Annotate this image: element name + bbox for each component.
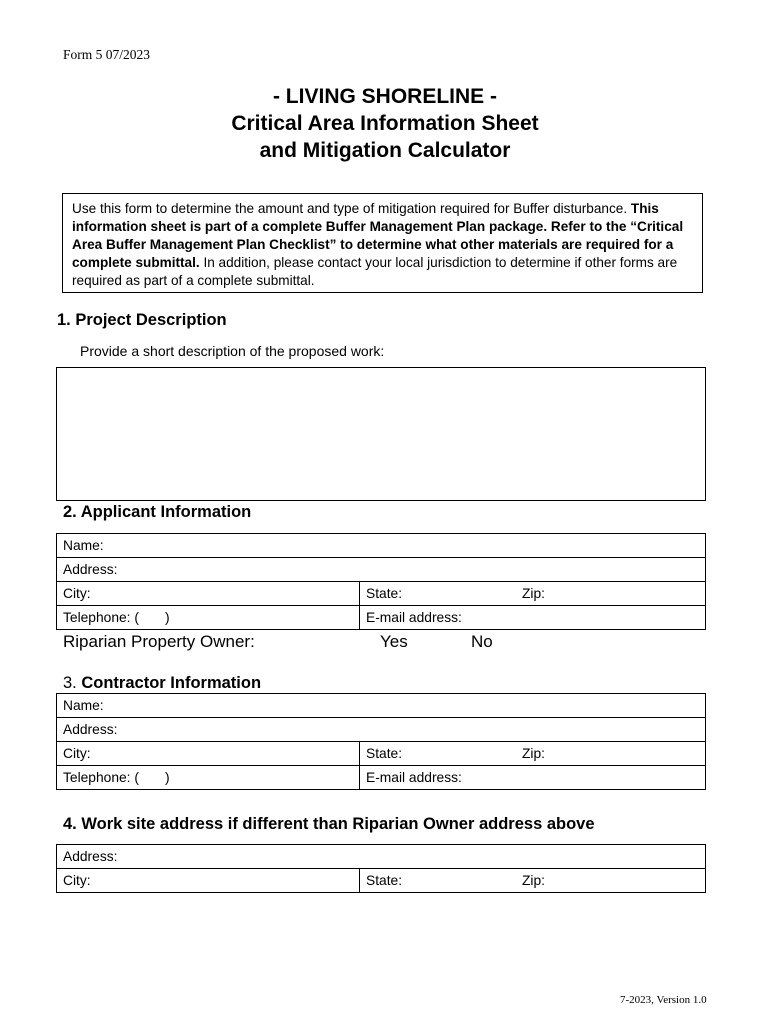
contractor-zip-label: Zip: — [522, 746, 545, 761]
contractor-table — [56, 693, 706, 790]
contractor-name-field[interactable]: Name: — [57, 694, 706, 718]
applicant-address-field[interactable]: Address: — [57, 558, 706, 582]
riparian-yes-option[interactable]: Yes — [380, 632, 408, 651]
section-4-heading: 4. Work site address if different than Riparian Owner address above — [63, 815, 595, 833]
applicant-name-field[interactable]: Name: — [57, 534, 706, 558]
worksite-address-field[interactable]: Address: — [57, 845, 706, 869]
intro-text-bold: This information sheet is part of a complete Buffer Management Plan package. Refer to the “Critical Area Buffer Management Plan Checklist” to determine what other materials are required for a complete submittal. — [72, 201, 684, 270]
contractor-telephone-label: Telephone: ( — [63, 770, 139, 785]
section-3-number: 3. — [63, 674, 77, 692]
form-number: Form 5 07/2023 — [63, 47, 151, 62]
project-description-field[interactable] — [56, 367, 706, 501]
intro-box — [62, 193, 703, 293]
contractor-state-label: State: — [366, 746, 403, 761]
contractor-email-field[interactable]: E-mail address: — [360, 766, 706, 790]
page-title: - LIVING SHORELINE - — [272, 85, 497, 108]
applicant-zip-label: Zip: — [522, 586, 545, 601]
section-3-heading — [63, 674, 261, 693]
section-1-heading: 1. Project Description — [57, 311, 227, 329]
section-3-title: Contractor Information — [81, 674, 262, 692]
applicant-table — [56, 533, 706, 630]
page-subtitle-1: Critical Area Information Sheet — [231, 112, 539, 135]
contractor-address-field[interactable]: Address: — [57, 718, 706, 742]
worksite-city-field[interactable]: City: — [57, 869, 360, 893]
applicant-state-zip-cell[interactable] — [360, 582, 706, 606]
worksite-zip-label: Zip: — [522, 873, 545, 888]
riparian-no-option[interactable]: No — [471, 632, 493, 651]
applicant-telephone-field[interactable] — [57, 606, 360, 630]
worksite-state-zip-cell[interactable] — [360, 869, 706, 893]
footer-version: 7-2023, Version 1.0 — [620, 994, 707, 1006]
riparian-owner-label: Riparian Property Owner: — [63, 632, 255, 651]
worksite-table — [56, 844, 706, 893]
contractor-state-zip-cell[interactable] — [360, 742, 706, 766]
applicant-telephone-close: ) — [164, 610, 170, 625]
applicant-city-field[interactable]: City: — [57, 582, 360, 606]
section-1-hint: Provide a short description of the proposed work: — [80, 343, 385, 359]
worksite-state-label: State: — [366, 873, 403, 888]
contractor-telephone-close: ) — [164, 770, 170, 785]
applicant-telephone-label: Telephone: ( — [63, 610, 139, 625]
contractor-telephone-field[interactable] — [57, 766, 360, 790]
section-2-heading: 2. Applicant Information — [63, 503, 252, 521]
contractor-city-field[interactable]: City: — [57, 742, 360, 766]
page-subtitle-2: and Mitigation Calculator — [259, 139, 511, 162]
intro-text-2: In addition, please contact your local jurisdiction to determine if other forms are required as part of a complete submittal. — [72, 255, 678, 288]
intro-text-1: Use this form to determine the amount and type of mitigation required for Buffer disturbance. — [72, 201, 628, 216]
applicant-state-label: State: — [366, 586, 403, 601]
applicant-email-field[interactable]: E-mail address: — [360, 606, 706, 630]
